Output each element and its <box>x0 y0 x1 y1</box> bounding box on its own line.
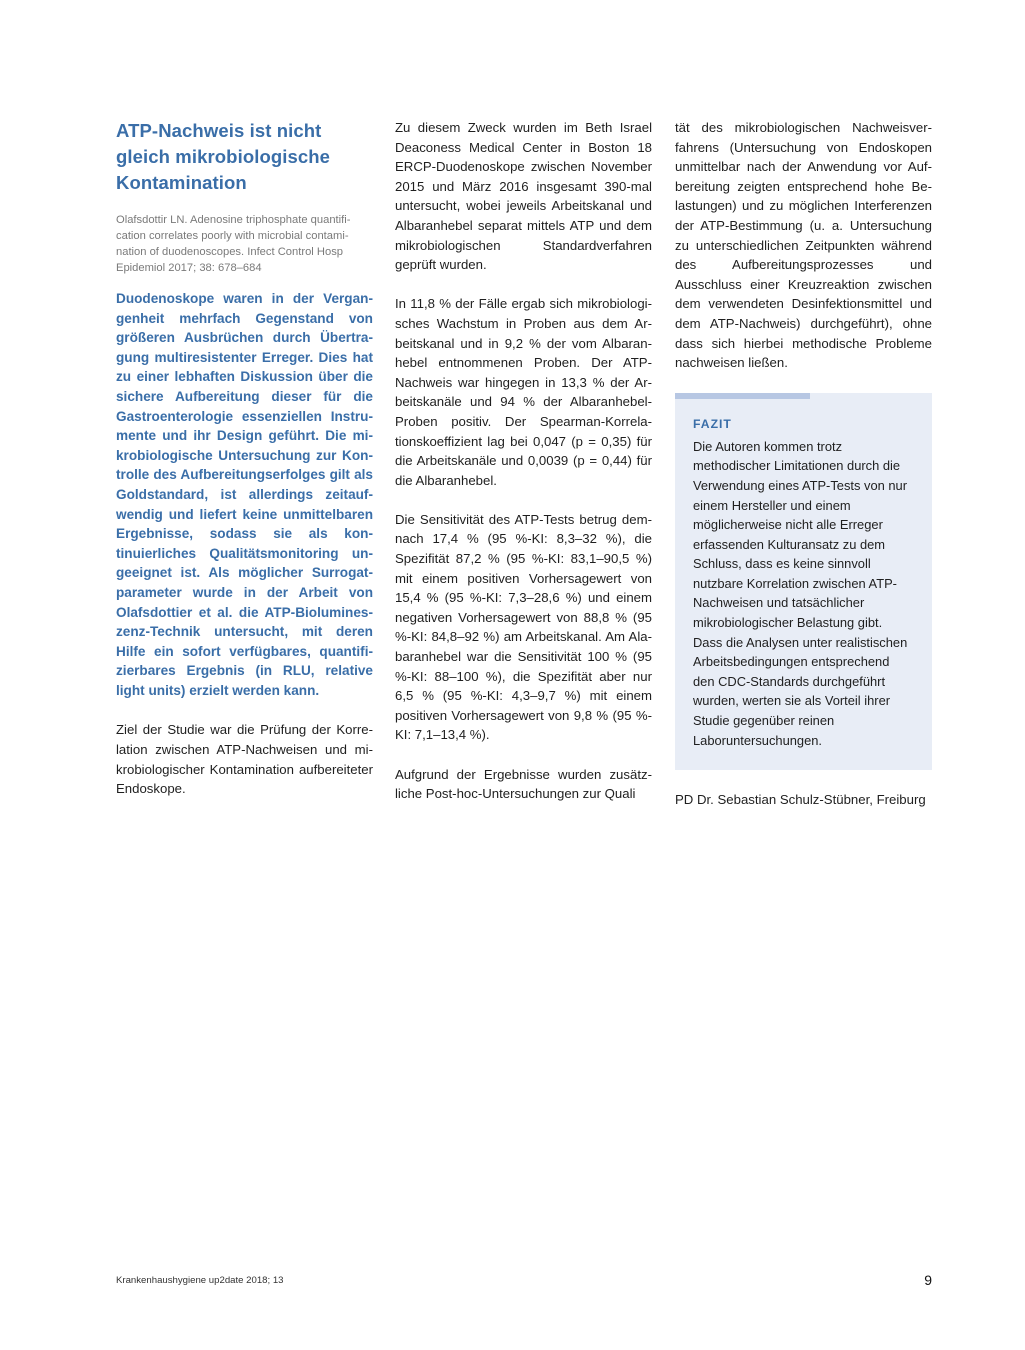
column-left <box>116 118 373 818</box>
fazit-accent-bar <box>675 393 810 399</box>
author-credit: PD Dr. Sebastian Schulz-Stübner, Freiburg <box>675 792 926 808</box>
body-paragraph-results: In 11,8 % der Fälle ergab sich mikrobiologisches Wachstum in Proben aus dem Arbeitskanal und in 9,2 % der vom Albaranhebel entnommenen Proben. Der ATP-Nachweis war hingegen in 13,3 % der Arbeitskanäle und 94 % der Albaranhebel-Proben positiv. Der Spearman-Korrelationskoeffizient lag bei 0,047 (p = 0,35) für die Arbeitskanäle und 0,0039 (p = 0,44) für die Albaranhebel. <box>395 296 652 488</box>
fazit-box <box>675 393 932 771</box>
body-paragraph-objective: Ziel der Studie war die Prüfung der Korrelation zwischen ATP-Nachweisen und mikrobiologischer Kontamination aufbereiteter Endoskope. <box>116 722 373 797</box>
lead-paragraph: Duodenoskope waren in der Vergangenheit mehrfach Gegenstand von größeren Ausbrüchen durch Übertragung multiresistenter Erreger. Dies hat zu einer lebhaften Diskussion über die sichere Aufbereitung dieser für die Gastroenterologie essenziellen Instrumente und ihr Design geführt. Die mikrobiologische Untersuchung zur Kontrolle des Aufbereitungserfolges gilt als Goldstandard, ist allerdings zeitaufwendig und liefert keine unmittelbaren Ergebnisse, sodass sie als kontinuierliches Qualitätsmonitoring ungeeignet ist. Als möglicher Surrogatparameter wurde in der Arbeit von Olafsdottier et al. die ATP-Biolumineszenz-Technik untersucht, mit deren Hilfe ein sofort verfügbares, quantifizierbares Ergebnis (in RLU, relative light units) erzielt werden kann. <box>116 291 373 698</box>
fazit-text: Die Autoren kommen trotz methodischer Limitationen durch die Verwendung eines ATP-Tests von nur einem Hersteller und einem möglicherweise nicht alle Erreger erfassenden Kulturansatz zu dem Schluss, dass es keine sinnvoll nutzbare Korrelation zwischen ATP-Nachweisen und tatsächlicher mikrobiologischer Belastung gibt. Dass die Analysen unter realistischen Arbeitsbedingungen entsprechend den CDC-Standards durchgeführt wurden, werten sie als Vorteil ihrer Studie gegenüber reinen Laboruntersuchungen. <box>693 438 908 748</box>
body-paragraph-method: Zu diesem Zweck wurden im Beth Israel Deaconess Medical Center in Boston 18 ERCP-Duodenoskope zwischen November 2015 und März 2016 insgesamt 390-mal untersucht, wobei jeweils Arbeitskanal und Albaranhebel separat mittels ATP und dem mikrobiologischen Standardverfahren geprüft wurden. <box>395 120 652 273</box>
column-middle <box>395 118 652 804</box>
citation-reference: Olafsdottir LN. Adenosine triphosphate quantification correlates poorly with microbial contamination of duodenoscopes. Infect Control Hosp Epidemiol 2017; 38: 678–684 <box>116 214 351 274</box>
body-paragraph-sensitivity: Die Sensitivität des ATP-Tests betrug demnach 17,4 % (95 %-KI: 8,3–32 %), die Spezifität 87,2 % (95 %-KI: 83,1–90,5 %) mit einem positiven Vorhersagewert von 15,4 % (95 %-KI: 7,3–28,6 %) und einem negativen Vorhersagewert von 88,8 % (95 %-KI: 84,8–92 %) am Arbeitskanal. Am Alabaranhebel war die Sensitivität 100 % (95 %-KI: 88–100 %), die Spezifität aber nur 6,5 % (95 %-KI: 4,3–9,7 %) mit einem positiven Vorhersagewert von 9,8 % (95 %-KI: 7,1–13,4 %). <box>395 511 652 743</box>
fazit-label: FAZIT <box>693 416 732 431</box>
column-right <box>675 118 932 810</box>
footer-journal: Krankenhaushygiene up2date 2018; 13 <box>116 1275 284 1286</box>
page-number: 9 <box>924 1272 932 1288</box>
article-title: ATP-Nachweis ist nicht gleich mikrobiologische Kontamination <box>116 120 331 193</box>
body-paragraph-continued: tät des mikrobiologischen Nachweisverfahrens (Untersuchung von Endoskopen unmittelbar nach der Anwendung vor Aufbereitung zeigten entsprechend hohe Belastungen) und zu möglichen Interferenzen der ATP-Bestimmung (u. a. Untersuchung zu unterschiedlichen Zeitpunkten während des Aufbereitungsprozesses und Ausschluss einer Kreuzreaktion zwischen dem verwendeten Desinfektionsmittel und dem ATP-Nachweis) durchgeführt), ohne dass sich hierbei methodische Probleme nachweisen ließen. <box>675 120 932 371</box>
body-paragraph-posthoc: Aufgrund der Ergebnisse wurden zusätzliche Post-hoc-Untersuchungen zur Quali <box>395 766 652 802</box>
